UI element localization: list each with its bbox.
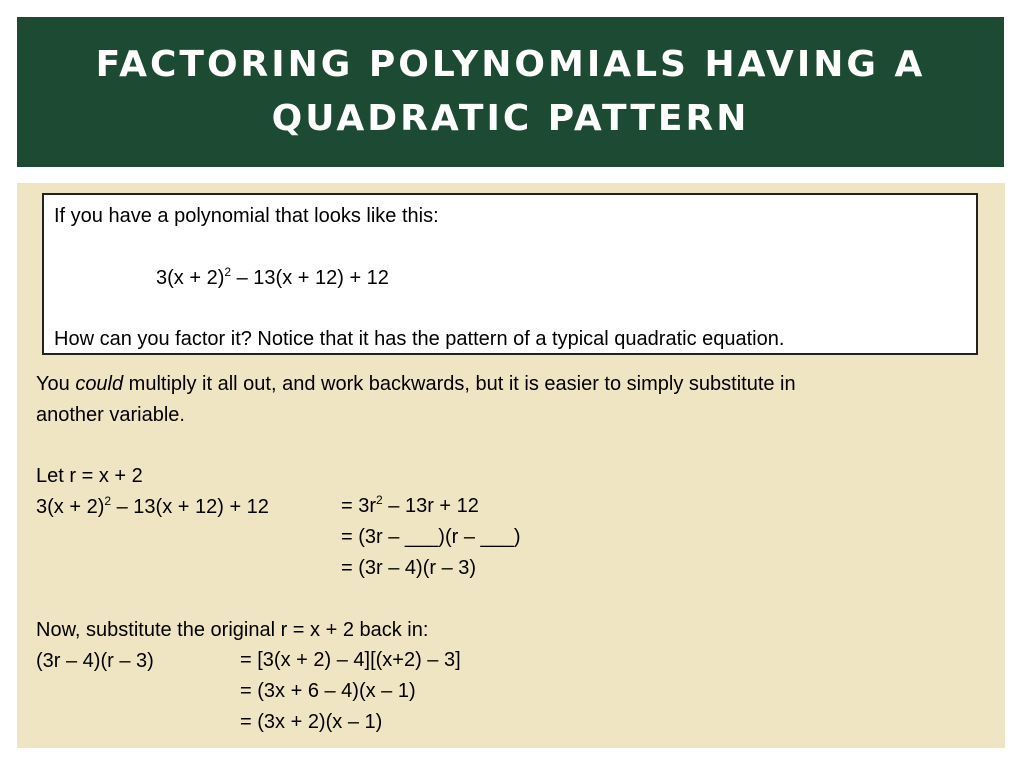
- step1-left-expression: [36, 495, 269, 519]
- substitute-step3: = (3x + 2)(x – 1): [240, 711, 383, 733]
- substitute-step1: = [3(x + 2) – 4][(x+2) – 3]: [240, 649, 461, 671]
- step1-right-exponent: 2: [376, 493, 383, 507]
- intro-paragraph-line-2: another variable.: [36, 404, 185, 426]
- content-panel: [17, 183, 1005, 748]
- substitute-step2: = (3x + 6 – 4)(x – 1): [240, 680, 416, 702]
- step1-left-part-b: – 13(x + 12) + 12: [111, 496, 269, 518]
- callout-intro: If you have a polynomial that looks like this:: [54, 205, 439, 227]
- intro-text-end: multiply it all out, and work backwards, but it is easier to simply substitute in: [123, 373, 796, 395]
- title-bar: [17, 17, 1004, 167]
- intro-emphasis: could: [75, 373, 124, 395]
- step1-left-exponent: 2: [104, 494, 112, 508]
- callout-expression-part-b: – 13(x + 12) + 12: [231, 267, 389, 289]
- intro-paragraph-line-1: [36, 372, 796, 396]
- let-statement: Let r = x + 2: [36, 465, 143, 487]
- step3-expression: = (3r – 4)(r – 3): [341, 557, 477, 579]
- example-callout-box: [42, 193, 978, 355]
- step1-right-expression: [341, 495, 479, 518]
- intro-text-start: You: [36, 373, 76, 395]
- step1-right-part-a: = 3r: [341, 495, 377, 517]
- step1-right-part-b: – 13r + 12: [382, 495, 479, 517]
- substitute-left-expression: (3r – 4)(r – 3): [36, 650, 154, 672]
- callout-question: How can you factor it? Notice that it has the pattern of a typical quadratic equation.: [54, 328, 785, 350]
- substitute-back-statement: Now, substitute the original r = x + 2 back in:: [36, 619, 429, 641]
- callout-expression: [156, 267, 389, 290]
- callout-expression-exponent: 2: [224, 265, 232, 279]
- slide-title: FACTORING POLYNOMIALS HAVING A QUADRATIC PATTERN: [95, 44, 926, 139]
- callout-expression-part-a: 3(x + 2): [156, 267, 225, 289]
- step2-expression: = (3r – ___)(r – ___): [341, 526, 521, 548]
- step1-left-part-a: 3(x + 2): [36, 496, 105, 518]
